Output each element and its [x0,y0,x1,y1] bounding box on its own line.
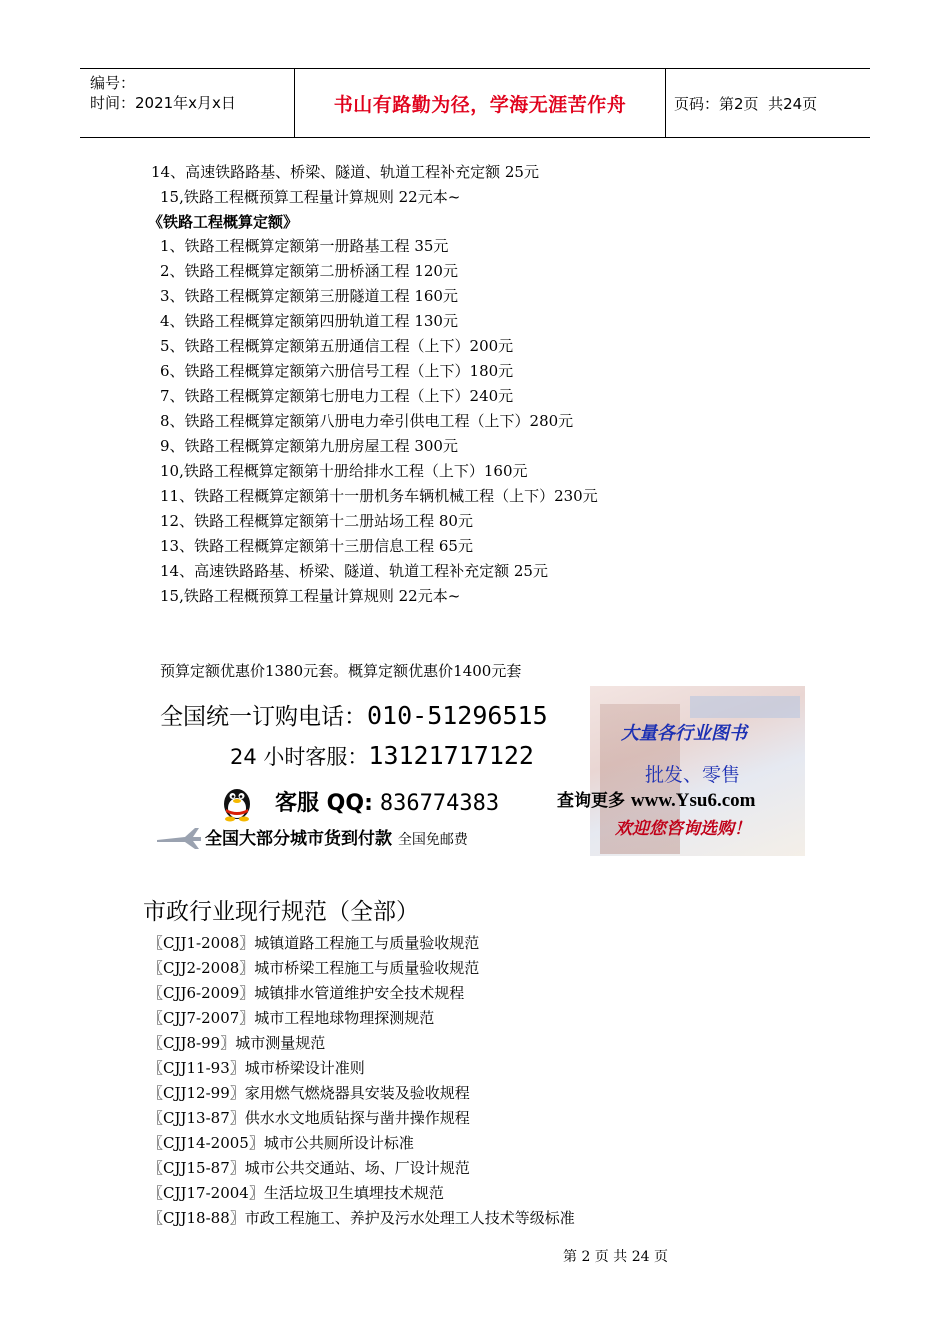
order-phone: 010-51296515 [367,701,548,730]
qq-label: 客服 QQ: [275,791,373,816]
list-item: 10,铁路工程概算定额第十册给排水工程（上下）160元 [160,462,528,480]
section2-title: 市政行业现行规范（全部） [143,899,419,925]
list-item: 〖CJJ8-99〗城市测量规范 [148,1034,326,1052]
list-item: 13、铁路工程概算定额第十三册信息工程 65元 [160,537,473,555]
service-phone: 13121717122 [368,741,534,770]
more-line [557,786,755,812]
header-page [666,69,870,137]
list-item: 1、铁路工程概算定额第一册路基工程 35元 [160,237,449,255]
list-item: 7、铁路工程概算定额第七册电力工程（上下）240元 [160,387,514,405]
list-item: 〖CJJ2-2008〗城市桥梁工程施工与质量验收规范 [148,959,480,977]
page-footer: 第 2 页 共 24 页 [563,1249,668,1265]
time-label: 时间：2021年x月x日 [90,94,236,112]
airplane-icon [155,824,203,850]
page-label: 页码：第2页 共24页 [674,94,818,113]
order-label: 全国统一订购电话： [160,704,367,730]
ad-banner [155,686,805,856]
list-item: 4、铁路工程概算定额第四册轨道工程 130元 [160,312,458,330]
list-item: 6、铁路工程概算定额第六册信号工程（上下）180元 [160,362,514,380]
qq-line [275,786,499,817]
list-item: 〖CJJ13-87〗供水水文地质钻探与凿井操作规程 [148,1109,470,1127]
number-label: 编号： [90,74,136,92]
list-item: 〖CJJ12-99〗家用燃气燃烧器具安装及验收规程 [148,1084,470,1102]
list-item: 15,铁路工程概预算工程量计算规则 22元本~ [160,188,461,206]
list-item: 〖CJJ7-2007〗城市工程地球物理探测规范 [148,1009,435,1027]
list-item: 〖CJJ15-87〗城市公共交通站、场、厂设计规范 [148,1159,470,1177]
list-item: 14、高速铁路路基、桥梁、隧道、轨道工程补充定额 25元 [151,163,539,181]
list-item: 〖CJJ6-2009〗城镇排水管道维护安全技术规程 [148,984,465,1002]
delivery-line [205,824,468,849]
list-item: 〖CJJ17-2004〗生活垃圾卫生填埋技术规范 [148,1184,444,1202]
penguin-icon [217,782,257,822]
promo-text: 预算定额优惠价1380元套。概算定额优惠价1400元套 [160,662,522,680]
list-item: 15,铁路工程概预算工程量计算规则 22元本~ [160,587,461,605]
list-item: 〖CJJ18-88〗市政工程施工、养护及污水处理工人技术等级标准 [148,1209,575,1227]
header-motto: 书山有路勤为径，学海无涯苦作舟 [295,69,666,137]
list-item: 8、铁路工程概算定额第八册电力牵引供电工程（上下）280元 [160,412,574,430]
order-line [160,698,548,731]
section-title: 《铁路工程概算定额》 [148,213,299,231]
books-text: 大量各行业图书 [621,723,747,744]
qq-number: 836774383 [379,791,500,816]
list-item: 11、铁路工程概算定额第十一册机务车辆机械工程（上下）230元 [160,487,598,505]
site-url[interactable]: www.Ysu6.com [630,790,756,811]
welcome-text: 欢迎您咨询选购！ [615,819,751,839]
service-line [230,741,534,771]
list-item: 14、高速铁路路基、桥梁、隧道、轨道工程补充定额 25元 [160,562,548,580]
wholesale-text: 批发、零售 [645,764,741,786]
page-header [80,68,870,138]
list-item: 3、铁路工程概算定额第三册隧道工程 160元 [160,287,458,305]
more-label: 查询更多 [557,791,625,811]
list-item: 12、铁路工程概算定额第十二册站场工程 80元 [160,512,473,530]
list-item: 〖CJJ14-2005〗城市公共厕所设计标准 [148,1134,414,1152]
list-item: 9、铁路工程概算定额第九册房屋工程 300元 [160,437,458,455]
list-item: 〖CJJ11-93〗城市桥梁设计准则 [148,1059,365,1077]
service-label: 24 小时客服： [230,745,369,769]
header-meta [80,69,295,137]
delivery-text: 全国大部分城市货到付款 [205,829,392,849]
free-shipping-text: 全国免邮费 [397,832,468,848]
list-item: 〖CJJ1-2008〗城镇道路工程施工与质量验收规范 [148,934,480,952]
list-item: 5、铁路工程概算定额第五册通信工程（上下）200元 [160,337,514,355]
list-item: 2、铁路工程概算定额第二册桥涵工程 120元 [160,262,458,280]
